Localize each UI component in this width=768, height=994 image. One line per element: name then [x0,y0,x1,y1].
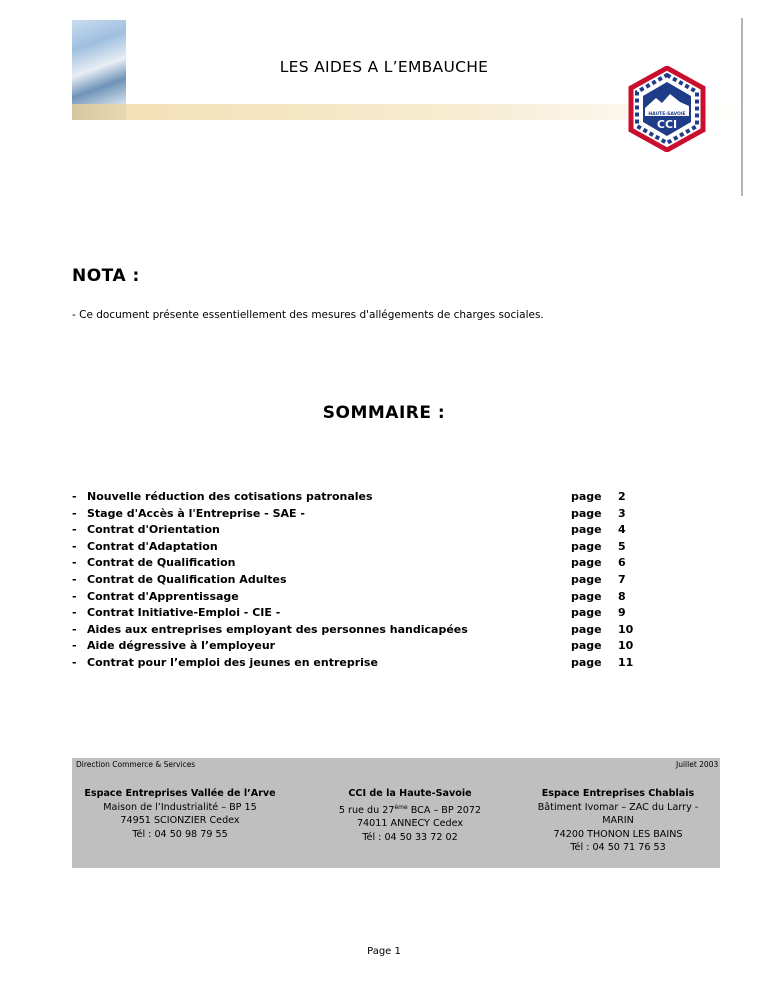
sommaire-heading: SOMMAIRE : [322,403,446,423]
footer-address-part: BCA – BP 2072 [407,804,482,816]
header-band-left [72,104,126,120]
toc-page-word: page [571,523,602,537]
toc-page-number: 7 [618,572,626,586]
toc-row [72,573,652,590]
footer-address-line: MARIN [602,815,634,826]
toc-page-number: 11 [618,655,634,669]
footer-address-line: 74951 SCIONZIER Cedex [120,815,240,826]
footer-address-part: 5 rue du 27 [338,804,395,816]
toc-bullet: - [72,523,77,537]
toc-row [72,507,652,524]
toc-label: Contrat d'Adaptation [87,539,218,553]
toc-label: Nouvelle réduction des cotisations patronales [87,490,373,503]
footer-address-line [310,801,510,818]
footer-phone: Tél : 04 50 33 72 02 [362,831,458,843]
nota-text: - Ce document présente essentiellement des mesures d'allégements de charges sociales. [72,309,544,321]
toc-page-word: page [571,572,602,586]
footer-column-heading: Espace Entreprises Chablais [541,788,695,799]
toc-label: Contrat de Qualification Adultes [87,572,287,586]
footer-address-superscript: ème [394,803,408,811]
toc-label: Aide dégressive à l’employeur [87,639,276,653]
toc-bullet: - [72,606,77,620]
document-title: LES AIDES A L’EMBAUCHE [279,58,489,76]
toc-bullet: - [72,572,77,586]
nota-heading: NOTA : [72,266,140,286]
cci-logo [628,66,706,152]
toc-label: Stage d'Accès à l'Entreprise - SAE - [87,506,305,520]
logo-cci-text: CCI [656,118,678,131]
toc-page-number: 8 [618,589,626,603]
toc-label: Contrat Initiative-Emploi - CIE - [87,606,281,620]
table-of-contents [72,490,652,673]
toc-row [72,606,652,623]
margin-line [741,18,743,196]
footer-address-line: 74200 THONON LES BAINS [553,828,683,840]
toc-page-word: page [571,639,602,653]
toc-label: Contrat pour l’emploi des jeunes en entreprise [87,655,378,669]
page-number: Page 1 [367,946,401,957]
footer-column-cci [310,787,510,844]
footer-column-heading: CCI de la Haute-Savoie [348,788,472,799]
footer-column-arve [80,787,280,841]
footer-address-line: 74011 ANNECY Cedex [356,818,464,830]
toc-row [72,623,652,640]
toc-page-number: 4 [618,523,626,537]
footer-phone: Tél : 04 50 98 79 55 [132,828,228,840]
toc-row [72,590,652,607]
footer-address-line: Bâtiment Ivomar – ZAC du Larry - [537,801,699,813]
toc-page-word: page [571,589,602,603]
footer-direction-label: Direction Commerce & Services [76,760,196,769]
toc-page-number: 2 [618,490,626,503]
toc-label: Contrat d'Apprentissage [87,589,239,603]
toc-page-number: 3 [618,506,626,520]
footer-phone: Tél : 04 50 71 76 53 [570,842,666,853]
toc-page-word: page [571,539,602,553]
toc-row [72,490,652,507]
toc-label: Contrat de Qualification [87,556,236,570]
toc-bullet: - [72,622,77,636]
toc-page-number: 10 [618,622,634,636]
toc-bullet: - [72,556,77,570]
toc-bullet: - [72,655,77,669]
toc-bullet: - [72,490,77,503]
footer-date-label: Juillet 2003 [676,760,719,769]
toc-page-number: 5 [618,539,626,553]
toc-row [72,556,652,573]
toc-row [72,523,652,540]
toc-bullet: - [72,539,77,553]
toc-row [72,639,652,656]
footer-column-heading: Espace Entreprises Vallée de l’Arve [84,788,276,799]
toc-row [72,656,652,673]
toc-label: Aides aux entreprises employant des personnes handicapées [87,622,468,636]
toc-bullet: - [72,589,77,603]
toc-label: Contrat d'Orientation [87,523,220,537]
logo-caption: HAUTE-SAVOIE [648,112,686,117]
toc-page-word: page [571,622,602,636]
toc-bullet: - [72,639,77,653]
footer-column-chablais [518,787,718,855]
toc-bullet: - [72,506,77,520]
toc-page-word: page [571,606,602,620]
toc-row [72,540,652,557]
footer-address-line: Maison de l’Industrialité – BP 15 [103,801,257,813]
toc-page-word: page [571,506,602,520]
toc-page-number: 6 [618,556,626,570]
toc-page-number: 9 [618,606,626,620]
toc-page-number: 10 [618,639,634,653]
toc-page-word: page [571,655,602,669]
toc-page-word: page [571,556,602,570]
toc-page-word: page [571,490,602,503]
